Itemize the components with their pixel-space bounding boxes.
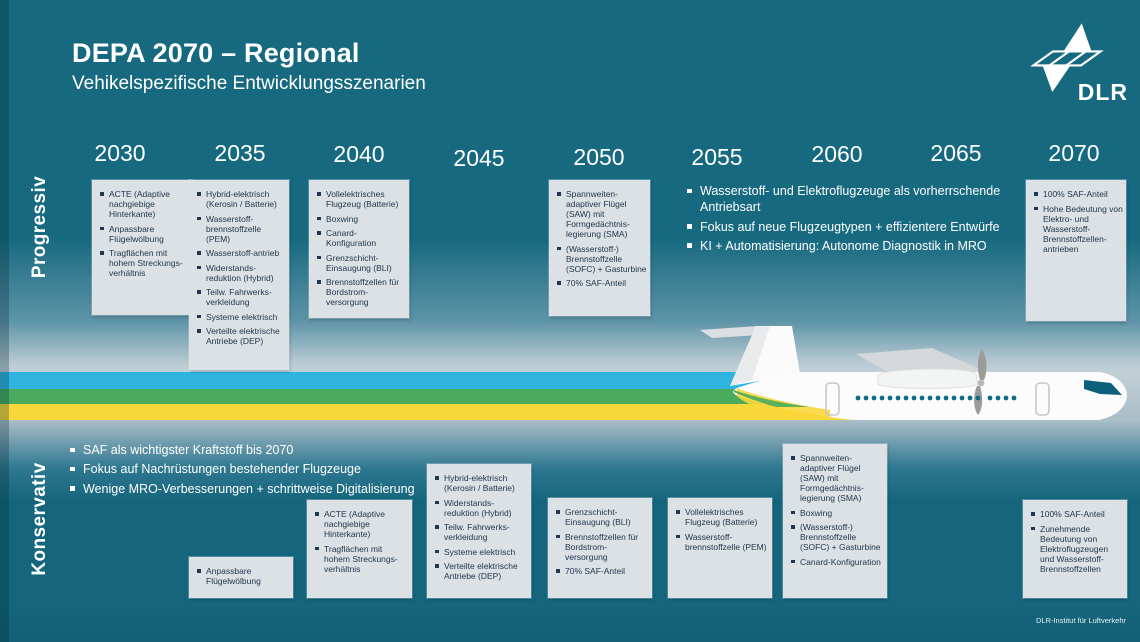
scenario-item: Widerstands-reduktion (Hybrid)	[194, 263, 286, 283]
row-label-progressive: Progressiv	[29, 175, 50, 279]
aircraft-stabilizer	[700, 326, 760, 338]
conservative-bullets	[66, 442, 418, 500]
conservative-box-2035	[189, 557, 293, 598]
scenario-item: Systeme elektrisch	[432, 547, 528, 557]
progressive-box-2070	[1026, 180, 1126, 321]
scenario-list	[549, 180, 650, 297]
scenario-item: Hohe Bedeutung von Elektro- und Wasserstoff-Brennstoffzellen-antrieben	[1031, 204, 1123, 254]
scenario-item: Grenzschicht-Einsaugung (BLI)	[553, 507, 649, 527]
year-label-2070: 2070	[1048, 140, 1100, 166]
scenario-item: Brennstoffzellen für Bordstrom-versorgung	[314, 277, 406, 307]
year-label-2030: 2030	[94, 140, 146, 166]
scenario-item: Boxwing	[314, 214, 406, 224]
conservative-box-2070	[1023, 500, 1127, 598]
conservative-box-2050	[548, 498, 652, 598]
scenario-list	[548, 498, 652, 585]
scenario-list	[92, 180, 192, 287]
scenario-item: Verteilte elektrische Antriebe (DEP)	[432, 561, 528, 581]
conservative-box-2045	[427, 464, 531, 598]
scenario-item: Wasserstoff-brennstoffzelle (PEM)	[673, 532, 769, 552]
scenario-item: Wasserstoff-antrieb	[194, 248, 286, 258]
scenario-item: ACTE (Adaptive nachgiebige Hinterkante)	[312, 509, 409, 539]
year-label-2060: 2060	[811, 141, 863, 167]
scenario-item: Tragflächen mit hohem Streckungs-verhältnis	[97, 248, 189, 278]
scenario-item: Spannweiten-adaptiver Flügel (SAW) mit Formgedächtnis-legierung (SMA)	[554, 189, 647, 239]
scenario-item: Brennstoffzellen für Bordstrom-versorgung	[553, 532, 649, 562]
left-edge-shade	[0, 0, 9, 642]
progressive-box-2030	[92, 180, 192, 315]
aircraft-graphic	[680, 310, 1140, 440]
scenario-item: 100% SAF-Anteil	[1031, 189, 1123, 199]
conservative-bullet-item: SAF als wichtigster Kraftstoff bis 2070	[66, 442, 418, 458]
scenario-item: 100% SAF-Anteil	[1028, 509, 1124, 519]
scenario-item: 70% SAF-Anteil	[554, 278, 647, 288]
scenario-item: (Wasserstoff-) Brennstoffzelle (SOFC) + Gasturbine	[554, 244, 647, 274]
scenario-item: Vollelektrisches Flugzeug (Batterie)	[673, 507, 769, 527]
scenario-item: Canard-Konfiguration	[314, 228, 406, 248]
scenario-list	[307, 500, 412, 582]
year-label-2055: 2055	[691, 144, 743, 170]
progressive-bullets	[683, 183, 1023, 257]
conservative-box-2040	[307, 500, 412, 598]
scenario-item: Hybrid-elektrisch (Kerosin / Batterie)	[194, 189, 286, 209]
progressive-box-2035	[189, 180, 289, 370]
scenario-list	[189, 180, 289, 355]
scenario-list	[783, 444, 887, 575]
scenario-item: Widerstands-reduktion (Hybrid)	[432, 498, 528, 518]
progressive-box-2040	[309, 180, 409, 318]
year-label-2050: 2050	[573, 144, 625, 170]
conservative-box-2055	[668, 498, 772, 598]
scenario-item: 70% SAF-Anteil	[553, 566, 649, 576]
scenario-item: Anpassbare Flügelwölbung	[194, 566, 290, 586]
scenario-item: Boxwing	[788, 508, 884, 518]
page-subtitle: Vehikelspezifische Entwicklungsszenarien	[72, 73, 426, 94]
scenario-list	[427, 464, 531, 590]
progressive-box-2050	[549, 180, 650, 316]
conservative-bullet-item: Fokus auf Nachrüstungen bestehender Flugzeuge	[66, 461, 418, 477]
scenario-item: Grenzschicht-Einsaugung (BLI)	[314, 253, 406, 273]
scenario-item: Hybrid-elektrisch (Kerosin / Batterie)	[432, 473, 528, 493]
year-label-2045: 2045	[453, 145, 505, 171]
propeller-blade-upper	[978, 350, 987, 380]
scenario-item: Vollelektrisches Flugzeug (Batterie)	[314, 189, 406, 209]
row-label-conservative: Konservativ	[29, 462, 50, 576]
conservative-bullet-item: Wenige MRO-Verbesserungen + schrittweise Digitalisierung	[66, 481, 418, 497]
year-label-2040: 2040	[333, 141, 385, 167]
dlr-logo	[1030, 22, 1130, 104]
scenario-item: Verteilte elektrische Antriebe (DEP)	[194, 326, 286, 346]
scenario-list	[1026, 180, 1126, 262]
year-label-2035: 2035	[214, 140, 266, 166]
year-label-2065: 2065	[930, 140, 982, 166]
header	[72, 38, 426, 95]
progressive-bullet-item: Fokus auf neue Flugzeugtypen + effizientere Entwürfe	[683, 219, 1023, 235]
scenario-list	[309, 180, 409, 316]
scenario-list	[189, 557, 293, 595]
propeller-hub	[978, 380, 985, 387]
page-title: DEPA 2070 – Regional	[72, 38, 360, 68]
scenario-item: Anpassbare Flügelwölbung	[97, 224, 189, 244]
aircraft-nacelle	[878, 369, 978, 389]
scenario-item: Systeme elektrisch	[194, 312, 286, 322]
scenario-item: Teilw. Fahrwerks-verkleidung	[194, 287, 286, 307]
conservative-box-2060	[783, 444, 887, 598]
scenario-item: Spannweiten-adaptiver Flügel (SAW) mit Formgedächtnis-legierung (SMA)	[788, 453, 884, 503]
scenario-item: Wasserstoff-brennstoffzelle (PEM)	[194, 214, 286, 244]
scenario-list	[1023, 500, 1127, 582]
footer-credit: DLR-Institut für Luftverkehr	[1035, 616, 1126, 625]
dlr-logo-text: DLR	[1077, 79, 1128, 105]
scenario-list	[668, 498, 772, 560]
scenario-item: Tragflächen mit hohem Streckungs-verhältnis	[312, 544, 409, 574]
progressive-bullet-item: Wasserstoff- und Elektroflugzeuge als vorherrschende Antriebsart	[683, 183, 1023, 216]
scenario-item: ACTE (Adaptive nachgiebige Hinterkante)	[97, 189, 189, 219]
scenario-item: (Wasserstoff-) Brennstoffzelle (SOFC) + Gasturbine	[788, 522, 884, 552]
progressive-bullet-item: KI + Automatisierung: Autonome Diagnostik in MRO	[683, 238, 1023, 254]
scenario-item: Teilw. Fahrwerks-verkleidung	[432, 522, 528, 542]
scenario-item: Zunehmende Bedeutung von Elektroflugzeugen und Wasserstoff-Brennstoffzellen	[1028, 524, 1124, 574]
scenario-item: Canard-Konfiguration	[788, 557, 884, 567]
